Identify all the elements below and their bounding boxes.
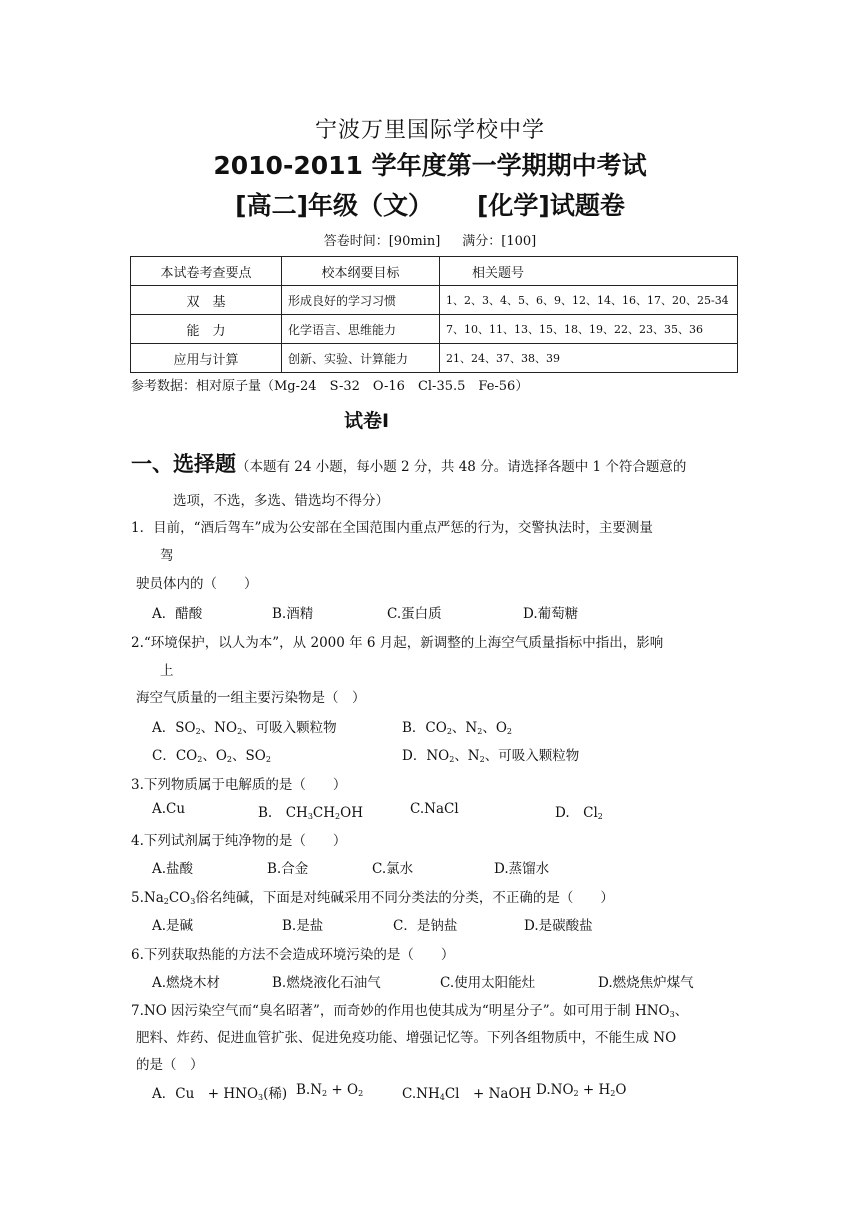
question-2-line-2: 上 xyxy=(160,663,174,679)
exam-title: 2010-2011 学年度第一学期期中考试 xyxy=(213,151,647,180)
q3-option-a: A.Cu xyxy=(152,801,186,817)
table-header-cell: 相关题号 xyxy=(440,257,738,286)
exam-info-table xyxy=(130,256,738,373)
question-1-line-1: 1．目前，“酒后驾车”成为公安部在全国范围内重点严惩的行为，交警执法时，主要测量 xyxy=(131,520,653,536)
table-cell-items: 7、10、11、13、15、18、19、22、23、35、36 xyxy=(440,315,738,344)
q5-option-a: A.是碱 xyxy=(152,918,194,934)
q7-option-a: A．Cu + $HNO_3$(稀) xyxy=(152,1086,288,1102)
q7-option-b: $B.N_2 + O_2$ xyxy=(296,1082,364,1098)
q5-option-d: D.是碳酸盐 xyxy=(524,918,593,934)
q4-option-b: B.合金 xyxy=(267,861,309,877)
q6-option-c: C.使用太阳能灶 xyxy=(440,975,536,991)
question-6-stem: 6.下列获取热能的方法不会造成环境污染的是（ ） xyxy=(131,947,455,963)
q2-option-c: C．$CO_2$、$O_2$、$SO_2$ xyxy=(152,748,271,764)
reference-data: 参考数据：相对原子量（Mg-24 S-32 O-16 Cl-35.5 Fe-56） xyxy=(131,379,529,394)
q3-option-c: C.NaCl xyxy=(410,801,459,817)
school-name: 宁波万里国际学校中学 xyxy=(314,118,545,143)
table-row xyxy=(131,344,738,373)
q7-option-d: $D.NO_2 + H_2O$ xyxy=(536,1082,627,1098)
grade-subject-line xyxy=(0,186,860,222)
table-cell-goal: 形成良好的学习习惯 xyxy=(282,286,440,315)
question-3-stem: 3.下列物质属于电解质的是（ ） xyxy=(131,777,347,793)
q2-option-d: D．$NO_2$、$N_2$、可吸入颗粒物 xyxy=(402,748,580,764)
time-label: 答卷时间：[90min] xyxy=(323,234,441,249)
table-header-row xyxy=(131,257,738,286)
q4-option-c: C.氯水 xyxy=(372,861,414,877)
question-7-line-1: 7.NO 因污染空气而“臭名昭著”，而奇妙的作用也使其成为“明星分子”。如可用于制 $HNO_3$、 xyxy=(131,1003,689,1019)
table-cell-items: 1、2、3、4、5、6、9、12、14、16、17、20、25-34 xyxy=(440,286,738,315)
q6-option-b: B.燃烧液化石油气 xyxy=(272,975,381,991)
section-title: 一、选择题 xyxy=(131,452,236,476)
q4-option-d: D.蒸馏水 xyxy=(494,861,550,877)
table-cell-items: 21、24、37、38、39 xyxy=(440,344,738,373)
q2-option-a: A．$SO_2$、$NO_2$、可吸入颗粒物 xyxy=(152,720,337,736)
question-1-line-2: 驾 xyxy=(160,548,174,564)
table-cell-point: 应用与计算 xyxy=(131,344,282,373)
paper-label: 试卷Ⅰ xyxy=(344,410,390,432)
q5-option-b: B.是盐 xyxy=(282,918,324,934)
question-1-line-3: 驶员体内的（ ） xyxy=(136,576,258,592)
time-score-line xyxy=(0,230,860,249)
question-5-stem: $5.Na_2CO_3$俗名纯碱，下面是对纯碱采用不同分类法的分类，不正确的是（ ） xyxy=(131,890,614,906)
q1-option-c: C.蛋白质 xyxy=(387,606,442,622)
q3-option-b: B. $CH_3CH_2OH$ xyxy=(258,805,363,821)
q1-option-a: A．醋酸 xyxy=(152,606,203,622)
table-row xyxy=(131,286,738,315)
table-header-cell: 校本纲要目标 xyxy=(282,257,440,286)
section-desc: （本题有 24 小题，每小题 2 分，共 48 分。请选择各题中 1 个符合题意的 xyxy=(236,459,687,475)
q6-option-d: D.燃烧焦炉煤气 xyxy=(598,975,694,991)
question-4-stem: 4.下列试剂属于纯净物的是（ ） xyxy=(131,833,347,849)
q6-option-a: A.燃烧木材 xyxy=(152,975,221,991)
q3-option-d: D. $Cl_2$ xyxy=(555,805,603,821)
section-heading xyxy=(131,448,686,478)
question-2-line-3: 海空气质量的一组主要污染物是（ ） xyxy=(136,690,366,706)
question-7-line-2: 肥料、炸药、促进血管扩张、促进免疫功能、增强记忆等。下列各组物质中，不能生成 NO xyxy=(136,1030,677,1046)
table-header-cell: 本试卷考查要点 xyxy=(131,257,282,286)
q1-option-d: D.葡萄糖 xyxy=(523,606,579,622)
subject-label: [化学]试题卷 xyxy=(477,191,625,220)
grade-label: [高二]年级（文） xyxy=(235,191,433,220)
section-desc-cont: 选项，不选，多选、错选均不得分） xyxy=(173,493,389,509)
q7-option-c: $C.NH_4Cl$ + NaOH xyxy=(402,1086,532,1102)
table-cell-point: 能 力 xyxy=(131,315,282,344)
table-cell-goal: 化学语言、思维能力 xyxy=(282,315,440,344)
q5-option-c: C．是钠盐 xyxy=(393,918,458,934)
q2-option-b: B．$CO_2$、$N_2$、$O_2$ xyxy=(402,720,512,736)
q1-option-b: B.酒精 xyxy=(272,606,314,622)
question-7-line-3: 的是（ ） xyxy=(136,1057,204,1073)
table-cell-goal: 创新、实验、计算能力 xyxy=(282,344,440,373)
table-row xyxy=(131,315,738,344)
table-cell-point: 双 基 xyxy=(131,286,282,315)
score-label: 满分：[100] xyxy=(462,234,537,249)
question-2-line-1: 2.“环境保护，以人为本”，从 2000 年 6 月起，新调整的上海空气质量指标中指出，影响 xyxy=(131,635,664,651)
q4-option-a: A.盐酸 xyxy=(152,861,194,877)
